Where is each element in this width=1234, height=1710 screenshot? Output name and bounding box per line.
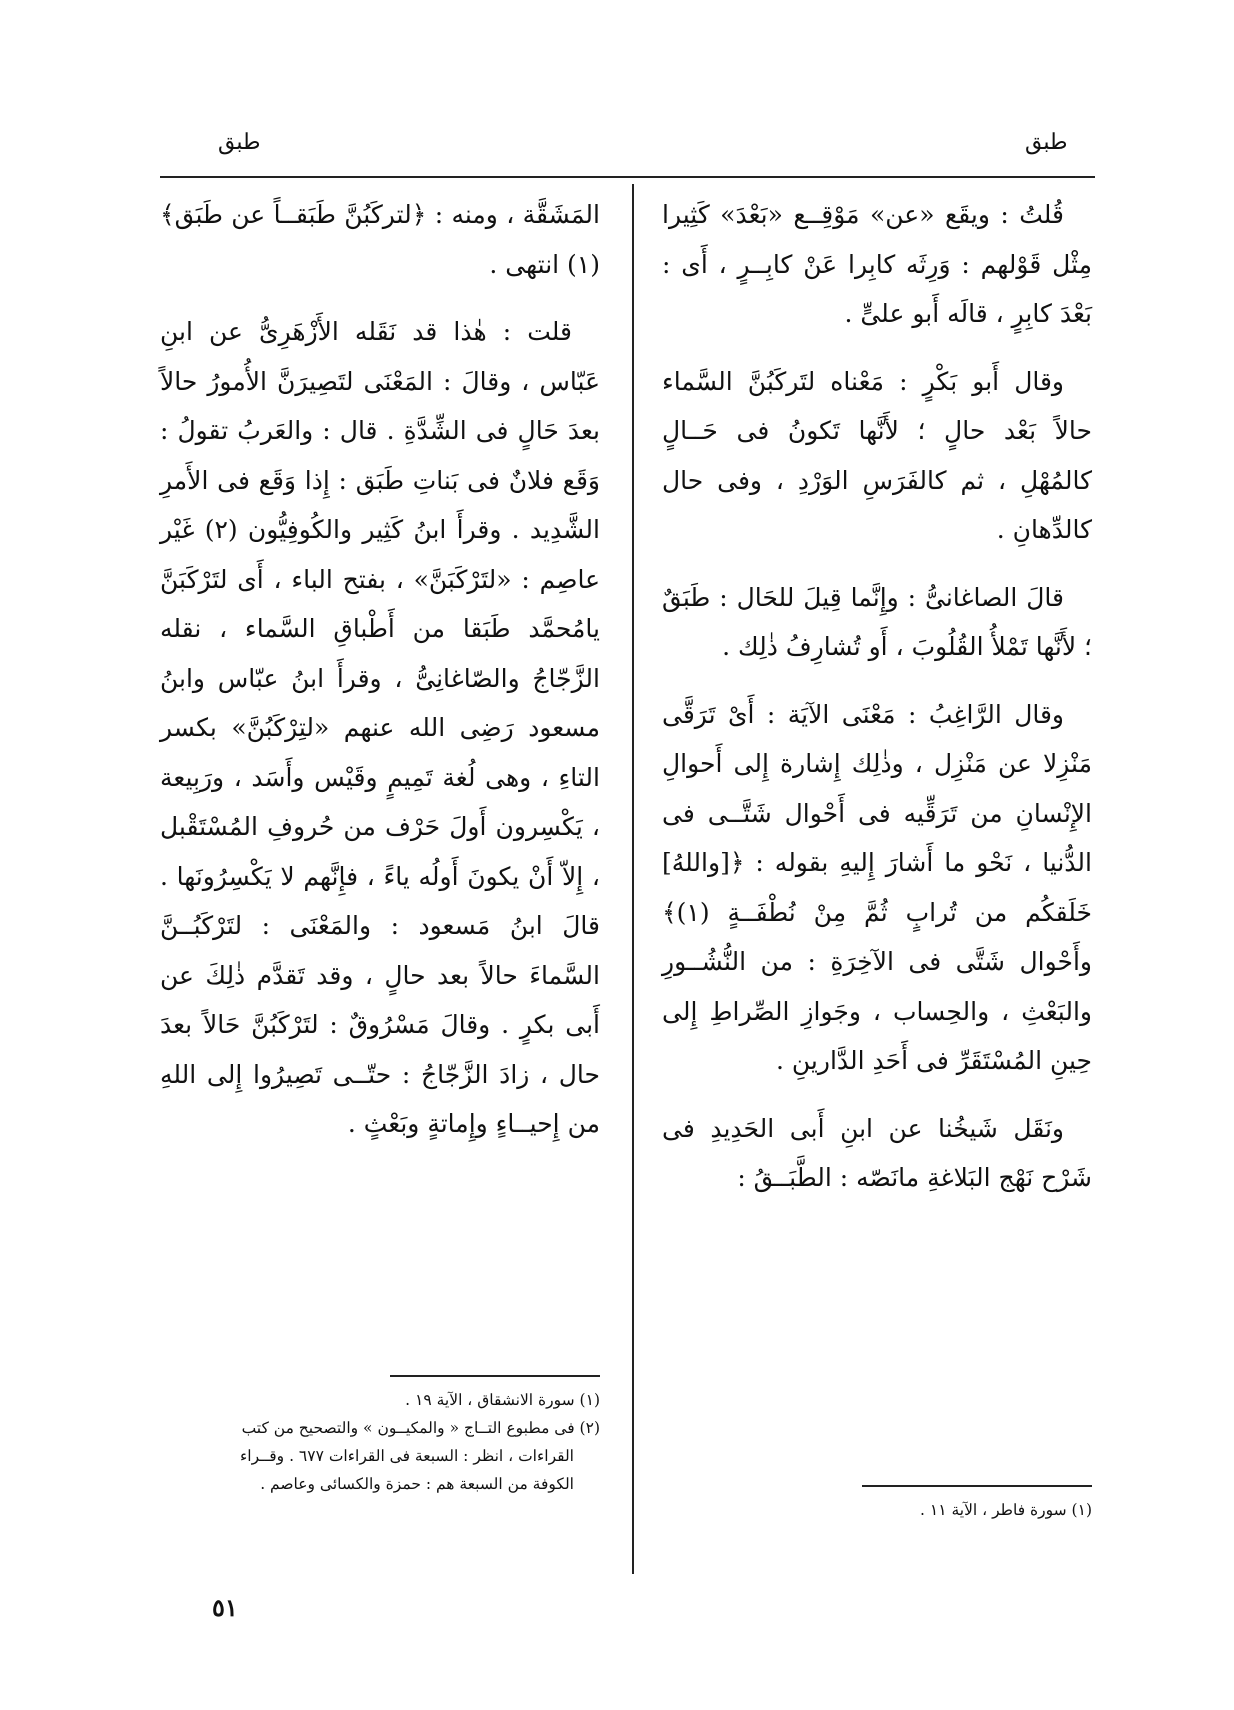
paragraph: قالَ الصاغانىُّ : وإِنَّما قِيلَ للحَال : طَبَقٌ ؛ لأَنَّها تَمْلأُ القُلُوبَ ، أَو تُشارِفُ ذٰلِك . [662, 582, 1092, 661]
footnote-continuation: الكوفة من السبعة هم : حمزة والكسائى وعاصم . [260, 1475, 574, 1493]
paragraph: ونَقَل شَيخُنا عن ابنِ أَبى الحَدِيدِ فى شَرْح نَهْج البَلاغةِ مانَصّه : الطَّبَــقُ : [662, 1113, 1092, 1192]
footnote: (٢) فى مطبوع التــاج « والمكيــون » والتصحيح من كتب [241, 1419, 600, 1437]
running-header-right: طبق [1025, 130, 1068, 155]
header-rule [160, 176, 1095, 178]
paragraph: قُلتُ : ويقَع «عن» مَوْقِــع «بَعْدَ» كَثِيرا مِثْل قَوْلهم : وَرِثَه كابِرا عَنْ كابِــرٍ ، أَى : بَعْدَ كابِرٍ ، قالَه أَبو علىٍّ . [662, 200, 1092, 328]
right-text-column [662, 190, 1092, 1221]
footnote: (١) سورة فاطر ، الآية ١١ . [920, 1501, 1092, 1519]
paragraph: وقال الرَّاغِبُ : مَعْنَى الآيَة : أَىْ تَرَقَّى مَنْزِلا عن مَنْزِل ، وذٰلِك إِشارة إِلى أَحوالِ الإِنْسانِ من تَرَقِّيه فى أَحْوال شَتَّــى فى الدُّنيا ، نَحْو ما أَشارَ إِليهِ بقوله : ﴿[واللهُ] خَلَقكُم من تُرابٍ ثُمَّ مِنْ نُطْفَــةٍ (١)﴾ وأَحْوال شَتَّى فى الآخِرَةِ : من النُّشُــورِ والبَعْثِ ، والحِساب ، وجَوازِ الصِّراطِ إِلى حِينِ المُسْتَقَرِّ فى أَحَدِ الدَّارينِ . [662, 699, 1092, 1075]
page-number: ٥١ [212, 1593, 238, 1622]
running-header-left: طبق [218, 130, 261, 155]
footnote-rule [390, 1375, 600, 1377]
column-divider [632, 184, 634, 1574]
footnote-rule [862, 1485, 1092, 1487]
right-footnotes [662, 1496, 1092, 1524]
paragraph: المَشَقَّة ، ومنه : ﴿لتركَبُنَّ طَبَقــاً عن طَبَق﴾ (١) انتهى . [160, 200, 600, 279]
paragraph: وقال أَبو بَكْرٍ : مَعْناه لتَركَبُنَّ السَّماء حالاً بَعْد حالٍ ؛ لأَنَّها تَكونُ فى حَــالٍ كالمُهْلِ ، ثم كالفَرَسِ الوَرْدِ ، وفى حال كالدِّهانِ . [662, 366, 1092, 544]
footnote-continuation: القراءات ، انظر : السبعة فى القراءات ٦٧٧ . وقــراء [240, 1447, 574, 1465]
footnote: (١) سورة الانشقاق ، الآية ١٩ . [405, 1391, 600, 1409]
left-text-column [160, 190, 600, 1167]
left-footnotes [160, 1386, 600, 1498]
paragraph: قلت : هٰذا قد نَقَله الأَزْهَرِىُّ عن ابنِ عَبّاس ، وقالَ : المَعْنَى لتَصِيرَنَّ الأُمورُ حالاً بعدَ حَالٍ فى الشِّدَّةِ . قال : والعَربُ تقولُ : وَقَع فلانٌ فى بَناتِ طَبَق : إِذا وَقَع فى الأَمرِ الشَّدِيد . وقرأَ ابنُ كَثِير والكُوفِيُّون (٢) غَيْر عاصِم : «لتَرْكَبَنَّ» ، بفتح الباء ، أَى لتَرْكَبَنَّ يامُحمَّد طَبَقا من أَطْباقِ السَّماء ، نقله الزَّجّاجُ والصّاغانِىُّ ، وقرأَ ابنُ عبّاس وابنُ مسعود رَضِى الله عنهم «لتِرْكَبُنَّ» بكسر التاءِ ، وهى لُغة تَمِيمٍ وقَيْس وأَسَد ، ورَبِيعة ، يَكْسِرون أَولَ حَرْف من حُروفِ المُسْتَقْبل ، إِلاّ أَنْ يكونَ أَولُه ياءً ، فإِنَّهم لا يَكْسِرُونَها . قالَ ابنُ مَسعود : والمَعْنَى : لتَرْكَبُــنَّ السَّماءَ حالاً بعد حالٍ ، وقد تَقدَّم ذٰلِكَ عن أَبى بكرٍ . وقالَ مَسْرُوقٌ : لتَرْكَبُنَّ حَالاً بعدَ حال ، زادَ الزَّجّاجُ : حتّــى تَصِيرُوا إِلى اللهِ من إِحيــاءٍ وإِماتةٍ وبَعْثٍ . [160, 317, 600, 1138]
